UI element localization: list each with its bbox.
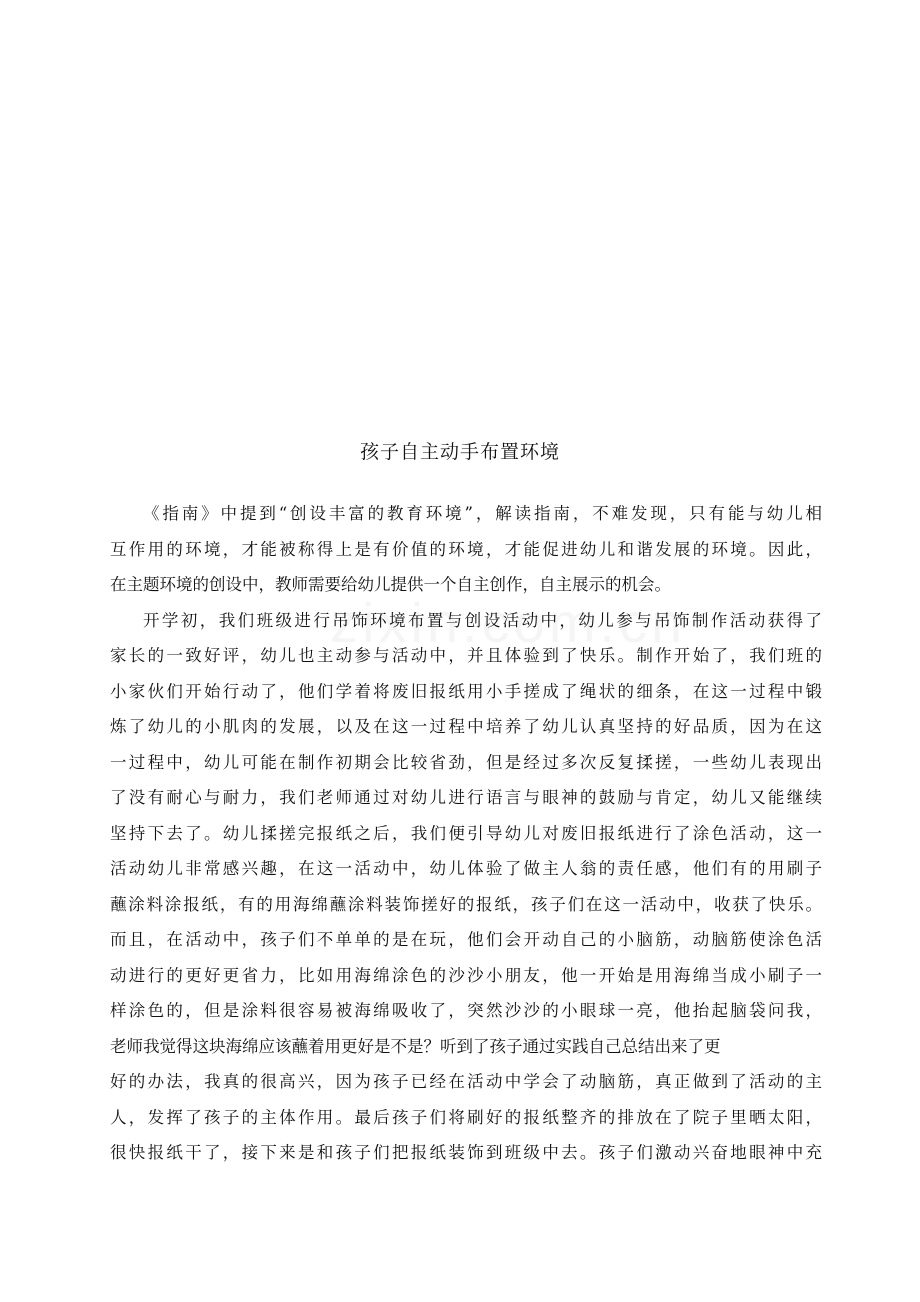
body-line: 动进行的更好更省力，比如用海绵涂色的沙沙小朋友，他一开始是用海绵当成小刷子一 (110, 965, 822, 985)
body-line: 在主题环境的创设中，教师需要给幼儿提供一个自主创作，自主展示的机会。 (110, 575, 671, 594)
body-line: 开学初，我们班级进行吊饰环境布置与创设活动中，幼儿参与吊饰制作活动获得了 (143, 610, 822, 630)
body-line: 坚持下去了。幼儿揉搓完报纸之后，我们便引导幼儿对废旧报纸进行了涂色活动，这一 (110, 823, 822, 843)
body-line: 互作用的环境，才能被称得上是有价值的环境，才能促进幼儿和谐发展的环境。因此， (110, 539, 822, 559)
body-line: 《指南》中提到“创设丰富的教育环境”，解读指南，不难发现，只有能与幼儿相 (143, 504, 822, 523)
body-line: 小家伙们开始行动了，他们学着将废旧报纸用小手搓成了绳状的细条，在这一过程中锻 (110, 681, 822, 701)
body-line: 家长的一致好评，幼儿也主动参与活动中，并且体验到了快乐。制作开始了，我们班的 (110, 646, 822, 665)
body-line: 一过程中，幼儿可能在制作初期会比较省劲，但是经过多次反复揉搓，一些幼儿表现出 (110, 752, 822, 772)
body-line: 蘸涂料涂报纸，有的用海绵蘸涂料装饰搓好的报纸，孩子们在这一活动中，收获了快乐。 (110, 894, 822, 914)
body-line: 人，发挥了孩子的主体作用。最后孩子们将刷好的报纸整齐的排放在了院子里晒太阳， (110, 1107, 822, 1127)
document-title: 孩子自主动手布置环境 (359, 441, 560, 463)
body-line: 好的办法，我真的很高兴，因为孩子已经在活动中学会了动脑筋，真正做到了活动的主 (110, 1072, 822, 1091)
body-line: 活动幼儿非常感兴趣，在这一活动中，幼儿体验了做主人翁的责任感，他们有的用刷子 (110, 859, 822, 878)
body-line: 老师我觉得这块海绵应该蘸着用更好是不是？听到了孩子通过实践自己总结出来了更 (110, 1036, 721, 1056)
body-line: 很快报纸干了，接下来是和孩子们把报纸装饰到班级中去。孩子们激动兴奋地眼神中充 (110, 1143, 822, 1162)
body-line: 了没有耐心与耐力，我们老师通过对幼儿进行语言与眼神的鼓励与肯定，幼儿又能继续 (110, 788, 822, 807)
document-body (110, 496, 822, 1171)
body-line: 样涂色的，但是涂料很容易被海绵吸收了，突然沙沙的小眼球一亮，他抬起脑袋问我， (110, 1001, 822, 1020)
body-line: 而且，在活动中，孩子们不单单的是在玩，他们会开动自己的小脑筋，动脑筋使涂色活 (110, 930, 822, 949)
body-line: 炼了幼儿的小肌肉的发展，以及在这一过程中培养了幼儿认真坚持的好品质，因为在这 (110, 717, 822, 736)
